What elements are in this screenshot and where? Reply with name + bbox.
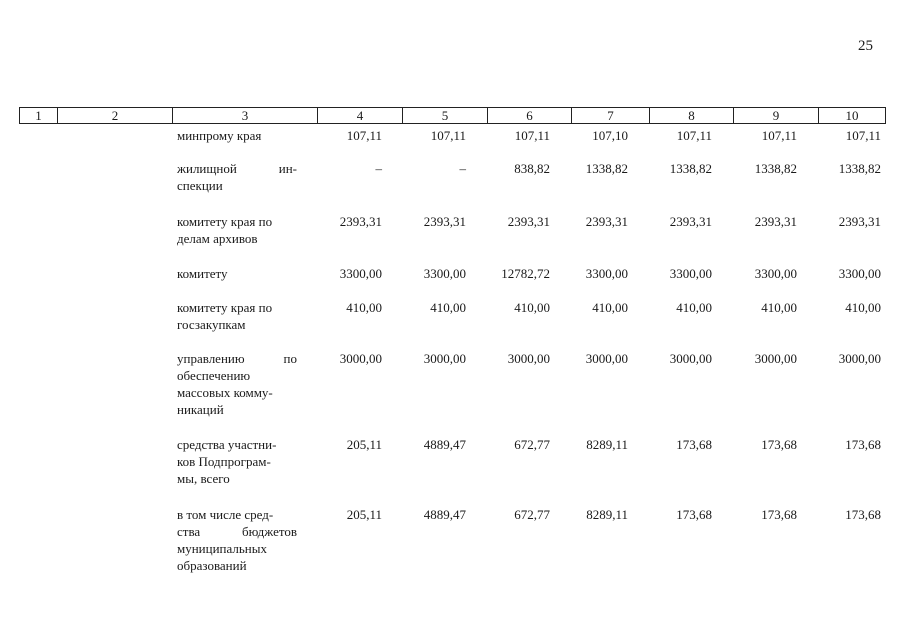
value-cell: 4889,47 bbox=[423, 437, 466, 452]
value-cell: 2393,31 bbox=[507, 214, 550, 229]
column-number-10: 10 bbox=[819, 108, 886, 124]
value-cell: 107,11 bbox=[430, 128, 466, 143]
row-label bbox=[177, 265, 297, 282]
page-number: 25 bbox=[858, 38, 873, 54]
row-label-line: госзакупкам bbox=[177, 317, 246, 332]
column-number-7: 7 bbox=[572, 108, 650, 124]
value-cell: – bbox=[375, 161, 382, 176]
row-label-line: никаций bbox=[177, 402, 224, 417]
value-cell: 107,11 bbox=[346, 128, 382, 143]
value-cell: 838,82 bbox=[514, 161, 550, 176]
row-label-line: минпрому края bbox=[177, 128, 262, 143]
value-cell: 3300,00 bbox=[669, 266, 712, 281]
value-cell: 3300,00 bbox=[838, 266, 881, 281]
value-cell: 1338,82 bbox=[585, 161, 628, 176]
value-cell: 2393,31 bbox=[754, 214, 797, 229]
row-label-line: комитету bbox=[177, 266, 228, 281]
column-number-6: 6 bbox=[488, 108, 572, 124]
value-cell: – bbox=[459, 161, 466, 176]
value-cell: 107,11 bbox=[514, 128, 550, 143]
value-cell: 410,00 bbox=[592, 300, 628, 315]
value-cell: 3300,00 bbox=[339, 266, 382, 281]
row-label-line: образований bbox=[177, 558, 247, 573]
row-label bbox=[177, 436, 297, 487]
value-cell: 107,10 bbox=[592, 128, 628, 143]
column-number-2: 2 bbox=[58, 108, 173, 124]
value-cell: 410,00 bbox=[761, 300, 797, 315]
column-number-9: 9 bbox=[734, 108, 819, 124]
value-cell: 2393,31 bbox=[585, 214, 628, 229]
value-cell: 2393,31 bbox=[838, 214, 881, 229]
value-cell: 672,77 bbox=[514, 437, 550, 452]
value-cell: 3000,00 bbox=[838, 351, 881, 366]
value-cell: 3300,00 bbox=[423, 266, 466, 281]
row-label-line: жилищной ин- bbox=[177, 161, 297, 176]
value-cell: 672,77 bbox=[514, 507, 550, 522]
value-cell: 107,11 bbox=[676, 128, 712, 143]
value-cell: 107,11 bbox=[845, 128, 881, 143]
value-cell: 410,00 bbox=[346, 300, 382, 315]
row-label-line: обеспечению bbox=[177, 368, 251, 383]
column-number-1: 1 bbox=[20, 108, 58, 124]
row-label bbox=[177, 213, 297, 247]
value-cell: 2393,31 bbox=[423, 214, 466, 229]
value-cell: 2393,31 bbox=[669, 214, 712, 229]
row-label-line: средства участни- bbox=[177, 437, 277, 452]
value-cell: 173,68 bbox=[761, 507, 797, 522]
value-cell: 8289,11 bbox=[586, 507, 628, 522]
value-cell: 107,11 bbox=[761, 128, 797, 143]
row-label-line: массовых комму- bbox=[177, 385, 273, 400]
value-cell: 173,68 bbox=[676, 437, 712, 452]
value-cell: 3300,00 bbox=[585, 266, 628, 281]
value-cell: 173,68 bbox=[845, 437, 881, 452]
row-label-line: мы, всего bbox=[177, 471, 230, 486]
value-cell: 3000,00 bbox=[754, 351, 797, 366]
column-number-8: 8 bbox=[650, 108, 734, 124]
value-cell: 205,11 bbox=[346, 507, 382, 522]
value-cell: 4889,47 bbox=[423, 507, 466, 522]
row-label-line: ков Подпрограм- bbox=[177, 454, 271, 469]
value-cell: 3000,00 bbox=[585, 351, 628, 366]
row-label-line: комитету края по bbox=[177, 300, 273, 315]
value-cell: 410,00 bbox=[676, 300, 712, 315]
row-label-line: ства бюджетов bbox=[177, 524, 297, 539]
value-cell: 1338,82 bbox=[754, 161, 797, 176]
row-label bbox=[177, 350, 297, 418]
row-label bbox=[177, 127, 297, 144]
value-cell: 173,68 bbox=[676, 507, 712, 522]
value-cell: 1338,82 bbox=[669, 161, 712, 176]
row-label-line: делам архивов bbox=[177, 231, 258, 246]
row-label-line: муниципальных bbox=[177, 541, 268, 556]
column-number-5: 5 bbox=[403, 108, 488, 124]
value-cell: 2393,31 bbox=[339, 214, 382, 229]
value-cell: 3000,00 bbox=[507, 351, 550, 366]
row-label bbox=[177, 299, 297, 333]
value-cell: 173,68 bbox=[761, 437, 797, 452]
row-label-line: управлению по bbox=[177, 351, 297, 366]
row-label bbox=[177, 506, 297, 574]
value-cell: 410,00 bbox=[430, 300, 466, 315]
value-cell: 1338,82 bbox=[838, 161, 881, 176]
value-cell: 410,00 bbox=[514, 300, 550, 315]
value-cell: 3300,00 bbox=[754, 266, 797, 281]
row-label-line: комитету края по bbox=[177, 214, 273, 229]
value-cell: 3000,00 bbox=[669, 351, 712, 366]
column-number-header bbox=[19, 107, 886, 124]
value-cell: 205,11 bbox=[346, 437, 382, 452]
row-label-line: спекции bbox=[177, 178, 223, 193]
value-cell: 3000,00 bbox=[339, 351, 382, 366]
column-number-4: 4 bbox=[318, 108, 403, 124]
column-number-3: 3 bbox=[173, 108, 318, 124]
value-cell: 410,00 bbox=[845, 300, 881, 315]
value-cell: 173,68 bbox=[845, 507, 881, 522]
value-cell: 8289,11 bbox=[586, 437, 628, 452]
value-cell: 12782,72 bbox=[501, 266, 550, 281]
row-label bbox=[177, 160, 297, 194]
row-label-line: в том числе сред- bbox=[177, 507, 274, 522]
value-cell: 3000,00 bbox=[423, 351, 466, 366]
